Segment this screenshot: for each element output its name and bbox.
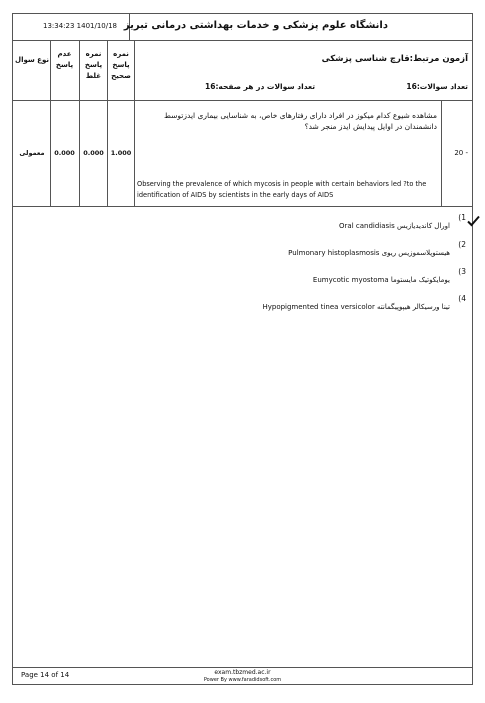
site-url: exam.tbzmed.ac.ir	[214, 669, 271, 676]
exam-title: آزمون مرتبط:قارچ شناسی پزشکی	[321, 54, 468, 64]
page-header	[13, 14, 472, 41]
wrong-answer-score: 0.000	[83, 149, 104, 157]
questions-count: تعداد سوالات:16	[406, 82, 468, 91]
column-header-wrong-score: نمره پاسخ غلط	[84, 50, 103, 80]
column-header-type: نوع سوال	[15, 56, 49, 64]
question-text-english: Observing the prevalence of which mycosis in people with certain behaviors led ?to the identification of AIDS by scientists in the early days of AIDS	[137, 180, 427, 199]
no-answer-score: 0.000	[54, 149, 75, 157]
option-number: (3	[458, 267, 466, 276]
checkmark-icon	[467, 215, 480, 227]
question-number: 20 -	[454, 149, 468, 157]
option-number: (2	[458, 240, 466, 249]
question-type: معمولی	[19, 149, 45, 157]
column-header-correct-score: نمره پاسخ صحیح	[111, 50, 131, 80]
powered-by: Power By www.faradidsoft.com	[203, 677, 282, 683]
option-text: تینا ورسیکالر هیپوپیگمانته Hypopigmented tinea versicolor	[262, 303, 450, 311]
correct-answer-score: 1.000	[110, 149, 132, 157]
page-number: Page 14 of 14	[21, 671, 70, 679]
option-text: یومایکوتیک مایستوما Eumycotic myostoma	[312, 276, 450, 284]
option-1[interactable]	[73, 213, 466, 235]
page-footer	[13, 667, 472, 684]
column-header-no-answer: عدم پاسخ	[55, 50, 74, 69]
column-divider	[441, 101, 442, 207]
column-divider	[134, 101, 135, 207]
university-name: دانشگاه علوم پزشکی و خدمات بهداشتی درمانی تبریز	[123, 20, 388, 31]
question-row	[13, 101, 472, 207]
question-text-persian: مشاهده شیوع کدام میکوز در افراد دارای رفتارهای خاص، به شناسایی بیماری ایدزتوسط دانشمندان در اوایل پیدایش ایدز منجر شد؟	[164, 111, 437, 131]
exam-info-header	[13, 41, 472, 101]
option-4[interactable]	[73, 294, 466, 316]
questions-per-page: تعداد سوالات در هر صفحه:16	[205, 82, 316, 91]
option-3[interactable]	[73, 267, 466, 289]
option-number: (1	[458, 213, 466, 222]
exam-page	[12, 13, 473, 685]
option-text: اورال کاندیدیازیس Oral candidiasis	[339, 222, 450, 230]
option-2[interactable]	[73, 240, 466, 262]
option-text: هیستوپلاسموزیس ریوی Pulmonary histoplasmosis	[288, 249, 450, 257]
timestamp: 13:34:23 1401/10/18	[43, 22, 118, 30]
column-divider	[134, 41, 135, 101]
option-number: (4	[458, 294, 466, 303]
